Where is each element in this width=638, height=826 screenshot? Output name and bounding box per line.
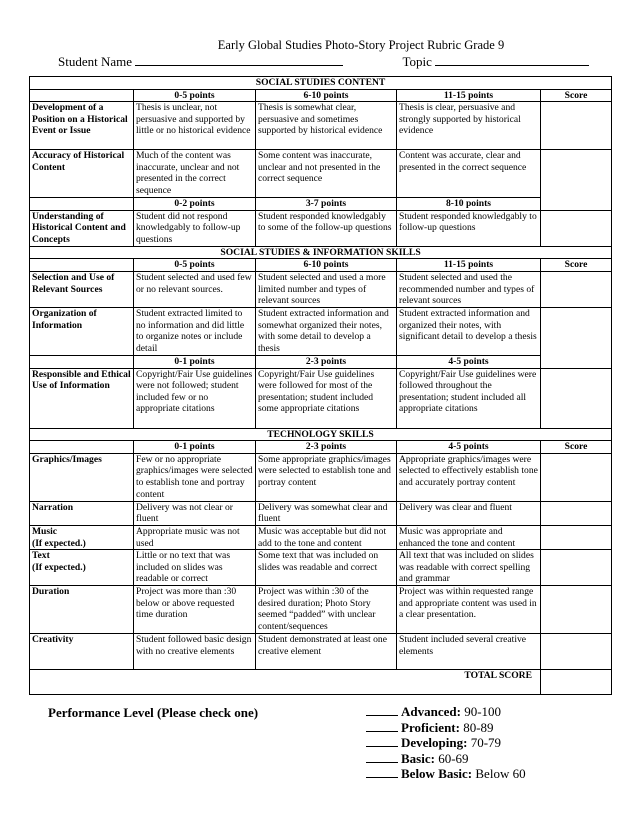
descriptor-cell: Student demonstrated at least one creative element	[256, 634, 397, 670]
descriptor-cell: Thesis is somewhat clear, persuasive and sometimes supported by historical evidence	[256, 102, 397, 150]
rubric-title: Early Global Studies Photo-Story Project Rubric Grade 9	[217, 38, 505, 52]
level-name: Proficient:	[401, 719, 460, 735]
descriptor-cell: Student included several creative elements	[397, 634, 541, 670]
level-name: Developing:	[401, 735, 468, 751]
descriptor-cell: Thesis is clear, persuasive and strongly supported by historical evidence	[397, 102, 541, 150]
criterion-row	[30, 525, 612, 549]
criterion-label	[30, 550, 134, 586]
points-header-row	[30, 259, 612, 272]
descriptor-cell: Content was accurate, clear and presented in the correct sequence	[397, 150, 541, 198]
points-header: 11-15 points	[397, 89, 541, 102]
descriptor-cell: Copyright/Fair Use guidelines were followed throughout the presentation; student included all appropriate citations	[397, 368, 541, 428]
level-proficient[interactable]	[366, 720, 526, 736]
empty-cell	[30, 441, 134, 454]
total-score-label: TOTAL SCORE	[30, 670, 541, 695]
points-header: 0-2 points	[134, 198, 256, 211]
points-header: 6-10 points	[256, 259, 397, 272]
rubric-table	[29, 76, 612, 695]
points-header: 0-5 points	[134, 259, 256, 272]
points-header: 4-5 points	[397, 355, 541, 368]
criterion-label	[30, 525, 134, 549]
level-advanced[interactable]	[366, 704, 526, 720]
descriptor-cell: Student selected and used few or no relevant sources.	[134, 271, 256, 307]
points-header-row	[30, 441, 612, 454]
descriptor-cell: Student followed basic design with no creative elements	[134, 634, 256, 670]
criterion-note: (If expected.)	[32, 537, 86, 549]
empty-cell	[30, 259, 134, 272]
section-title: TECHNOLOGY SKILLS	[30, 428, 612, 441]
criterion-label: Selection and Use of Relevant Sources	[30, 271, 134, 307]
criterion-row	[30, 634, 612, 670]
descriptor-cell: Delivery was not clear or fluent	[134, 501, 256, 525]
section-header-row	[30, 77, 612, 90]
topic-field[interactable]	[435, 53, 589, 66]
level-name: Basic:	[401, 750, 435, 766]
descriptor-cell: Delivery was clear and fluent	[397, 501, 541, 525]
section-title: SOCIAL STUDIES & INFORMATION SKILLS	[30, 246, 612, 259]
section-title: SOCIAL STUDIES CONTENT	[30, 77, 612, 90]
descriptor-cell: Delivery was somewhat clear and fluent	[256, 501, 397, 525]
descriptor-cell: Music was acceptable but did not add to the tone and content	[256, 525, 397, 549]
criterion-row	[30, 586, 612, 634]
descriptor-cell: Appropriate graphics/images were selected to effectively establish tone and accurately portray content	[397, 453, 541, 501]
level-below-basic[interactable]	[366, 766, 526, 782]
criterion-label: Creativity	[30, 634, 134, 670]
performance-levels	[366, 704, 526, 782]
checkbox-line[interactable]	[366, 720, 398, 732]
empty-cell	[30, 89, 134, 102]
descriptor-cell: Some content was inaccurate, unclear and not presented in the correct sequence	[256, 150, 397, 198]
points-header: 0-5 points	[134, 89, 256, 102]
criterion-row	[30, 501, 612, 525]
descriptor-cell: Student extracted information and somewhat organized their notes, with some detail to develop a thesis	[256, 307, 397, 355]
points-header-row	[30, 198, 612, 211]
score-header: Score	[541, 259, 612, 272]
level-basic[interactable]	[366, 751, 526, 767]
criterion-row	[30, 550, 612, 586]
descriptor-cell: Project was within :30 of the desired duration; Photo Story seemed “padded” with unclear content/sequences	[256, 586, 397, 634]
descriptor-cell: Student extracted limited to no information and did little to organize notes or include detail	[134, 307, 256, 355]
score-cell[interactable]	[541, 525, 612, 549]
score-cell[interactable]	[541, 150, 612, 211]
descriptor-cell: Appropriate music was not used	[134, 525, 256, 549]
score-cell[interactable]	[541, 586, 612, 634]
score-cell[interactable]	[541, 210, 612, 246]
criterion-label: Organization of Information	[30, 307, 134, 355]
points-header: 0-1 points	[134, 441, 256, 454]
criterion-row	[30, 150, 612, 198]
points-header: 11-15 points	[397, 259, 541, 272]
level-name: Advanced:	[401, 704, 461, 719]
criterion-label: Narration	[30, 501, 134, 525]
points-header: 8-10 points	[397, 198, 541, 211]
points-header: 2-3 points	[256, 355, 397, 368]
descriptor-cell: Few or no appropriate graphics/images were selected to establish tone and portray content	[134, 453, 256, 501]
criterion-label: Graphics/Images	[30, 453, 134, 501]
level-range: 60-69	[438, 750, 469, 766]
total-score-row	[30, 670, 612, 695]
student-name-field[interactable]	[135, 53, 343, 66]
level-developing[interactable]	[366, 735, 526, 751]
descriptor-cell: Project was more than :30 below or above requested time duration	[134, 586, 256, 634]
criterion-name: Text	[32, 550, 50, 562]
student-name-label: Student Name	[58, 54, 133, 69]
empty-cell	[30, 355, 134, 368]
level-range: 70-79	[470, 735, 502, 751]
descriptor-cell: Music was appropriate and enhanced the tone and content	[397, 525, 541, 549]
empty-cell	[30, 198, 134, 211]
level-range: Below 60	[475, 766, 526, 782]
descriptor-cell: Student selected and used a more limited number and types of relevant sources	[256, 271, 397, 307]
score-header: Score	[541, 89, 612, 102]
descriptor-cell: Copyright/Fair Use guidelines were followed for most of the presentation; student included some appropriate citations	[256, 368, 397, 428]
points-header: 3-7 points	[256, 198, 397, 211]
descriptor-cell: Some appropriate graphics/images were selected to establish tone and portray content	[256, 453, 397, 501]
score-cell[interactable]	[541, 634, 612, 670]
criterion-label: Accuracy of Historical Content	[30, 150, 134, 198]
descriptor-cell: Student did not respond knowledgably to follow-up questions	[134, 210, 256, 246]
score-cell[interactable]	[541, 501, 612, 525]
criterion-label: Duration	[30, 586, 134, 634]
score-cell[interactable]	[541, 307, 612, 368]
criterion-row	[30, 210, 612, 246]
level-name: Below Basic:	[401, 766, 473, 782]
performance-level-label: Performance Level (Please check one)	[48, 705, 259, 720]
checkbox-line[interactable]	[366, 766, 398, 778]
points-header-row	[30, 355, 612, 368]
descriptor-cell: Copyright/Fair Use guidelines were not followed; student included few or no appropriate citations	[134, 368, 256, 428]
topic-label: Topic	[402, 54, 432, 69]
criterion-row	[30, 368, 612, 428]
score-cell[interactable]	[541, 102, 612, 150]
score-cell[interactable]	[541, 368, 612, 428]
criterion-label: Understanding of Historical Content and Concepts	[30, 210, 134, 246]
descriptor-cell: Student responded knowledgably to some of the follow-up questions	[256, 210, 397, 246]
total-score-cell[interactable]	[541, 670, 612, 695]
checkbox-line[interactable]	[366, 735, 398, 747]
points-header: 2-3 points	[256, 441, 397, 454]
criterion-row	[30, 307, 612, 355]
descriptor-cell: Little or no text that was included on slides was readable or correct	[134, 550, 256, 586]
score-header: Score	[541, 441, 612, 454]
descriptor-cell: Student extracted information and organized their notes, with significant detail to develop a thesis	[397, 307, 541, 355]
student-topic-line	[58, 53, 588, 70]
descriptor-cell: Student selected and used the recommended number and types of relevant sources	[397, 271, 541, 307]
descriptor-cell: Much of the content was inaccurate, unclear and not presented in the correct sequence	[134, 150, 256, 198]
criterion-row	[30, 453, 612, 501]
criterion-row	[30, 102, 612, 150]
criterion-row	[30, 271, 612, 307]
criterion-label: Responsible and Ethical Use of Information	[30, 368, 134, 428]
descriptor-cell: Project was within requested range and appropriate content was used in a clear presentation.	[397, 586, 541, 634]
score-cell[interactable]	[541, 271, 612, 307]
score-cell[interactable]	[541, 550, 612, 586]
descriptor-cell: Student responded knowledgably to follow-up questions	[397, 210, 541, 246]
checkbox-line[interactable]	[366, 704, 398, 716]
section-header-row	[30, 246, 612, 259]
criterion-note: (If expected.)	[32, 561, 86, 573]
criterion-name: Music	[32, 525, 58, 537]
points-header: 4-5 points	[397, 441, 541, 454]
checkbox-line[interactable]	[366, 751, 398, 763]
points-header: 6-10 points	[256, 89, 397, 102]
level-range: 90-100	[464, 704, 502, 719]
descriptor-cell: Some text that was included on slides was readable and correct	[256, 550, 397, 586]
descriptor-cell: Thesis is unclear, not persuasive and supported by little or no historical evidence	[134, 102, 256, 150]
descriptor-cell: All text that was included on slides was readable with correct spelling and grammar	[397, 550, 541, 586]
points-header: 0-1 points	[134, 355, 256, 368]
section-header-row	[30, 428, 612, 441]
criterion-label: Development of a Position on a Historical Event or Issue	[30, 102, 134, 150]
level-range: 80-89	[463, 719, 494, 735]
score-cell[interactable]	[541, 453, 612, 501]
points-header-row	[30, 89, 612, 102]
